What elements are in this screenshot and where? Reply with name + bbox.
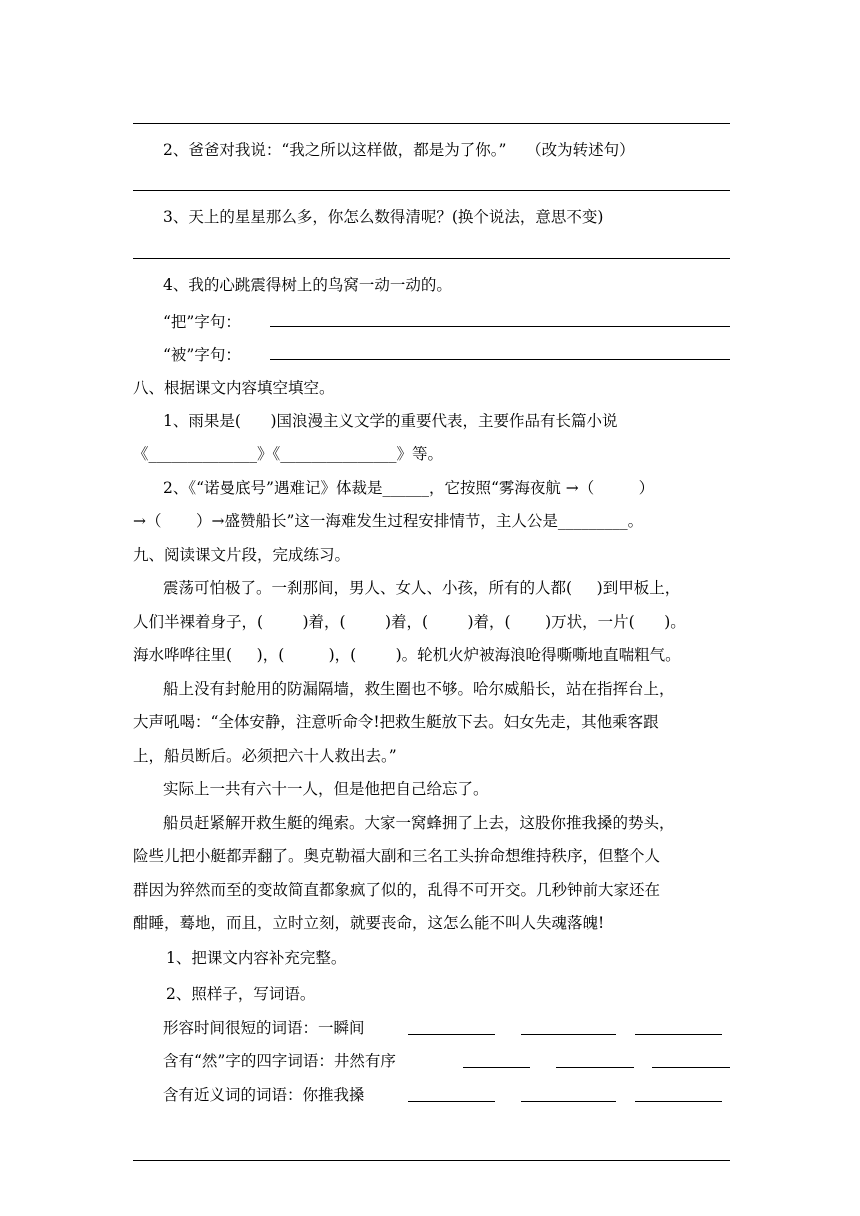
question-4: 4、我的心跳震得树上的鸟窝一动一动的。 xyxy=(163,276,452,294)
exercise-1: 1、把课文内容补充完整。 xyxy=(166,949,347,967)
ba-answer-line[interactable] xyxy=(270,326,730,327)
word-blank[interactable] xyxy=(463,1067,530,1068)
word-blank[interactable] xyxy=(408,1101,495,1102)
passage-3-line1: 实际上一共有六十一人，但是他把自己给忘了。 xyxy=(163,780,489,798)
section-8-title: 八、根据课文内容填空填空。 xyxy=(133,379,335,397)
passage-2-line1: 船上没有封舱用的防漏隔墙，救生圈也不够。哈尔威船长，站在指挥台上， xyxy=(163,680,675,698)
passage-4-line2: 险些儿把小艇都弄翻了。奥克勒福大副和三名工头拚命想维持秩序，但整个人 xyxy=(133,847,661,865)
word-blank[interactable] xyxy=(521,1034,616,1035)
s8-q1-line2: 《______________》《_______________》等。 xyxy=(133,445,444,463)
passage-4-line1: 船员赶紧解开救生艇的绳索。大家一窝蜂拥了上去，这股你推我搡的势头， xyxy=(163,814,675,832)
passage-4-line4: 酣睡，蓦地，而且，立时立刻，就要丧命，这怎么能不叫人失魂落魄! xyxy=(133,914,605,932)
ba-sentence-label: “把”字句： xyxy=(163,313,241,331)
word-blank[interactable] xyxy=(556,1067,634,1068)
section-9-title: 九、阅读课文片段，完成练习。 xyxy=(133,546,351,564)
bei-sentence-label: “被”字句： xyxy=(163,346,241,364)
word-blank[interactable] xyxy=(521,1101,616,1102)
passage-2-line2: 大声吼喝：“全体安静，注意听命令!把救生艇放下去。妇女先走，其他乘客跟 xyxy=(133,713,659,731)
passage-1-line3: 海水哗哗往里( )，( )，( )。轮机火炉被海浪呛得嘶嘶地直喘粗气。 xyxy=(133,646,681,664)
passage-2-line3: 上，船员断后。必须把六十人救出去。” xyxy=(133,747,397,765)
word-blank[interactable] xyxy=(652,1067,730,1068)
bei-answer-line[interactable] xyxy=(270,359,730,360)
s8-q1-line1: 1、雨果是( )国浪漫主义文学的重要代表，主要作品有长篇小说 xyxy=(163,412,618,430)
exercise-2: 2、照样子，写词语。 xyxy=(166,985,316,1003)
word-blank[interactable] xyxy=(635,1101,722,1102)
s8-q2-line2: →（ ）→盛赞船长”这一海难发生过程安排情节，主人公是_________。 xyxy=(133,512,644,530)
answer-line xyxy=(133,258,730,259)
answer-line xyxy=(133,123,730,124)
s8-q2-line1: 2、《“诺曼底号”遇难记》体裁是______，它按照“雾海夜航 →（ ） xyxy=(163,479,655,497)
word-blank[interactable] xyxy=(635,1034,722,1035)
passage-1-line1: 震荡可怕极了。一刹那间，男人、女人、小孩，所有的人都( )到甲板上， xyxy=(163,579,681,597)
question-2: 2、爸爸对我说：“我之所以这样做，都是为了你。” （改为转述句） xyxy=(163,141,635,159)
word-row-2-label: 含有“然”字的四字词语：井然有序 xyxy=(163,1052,396,1070)
word-row-1-label: 形容时间很短的词语：一瞬间 xyxy=(163,1019,365,1037)
word-blank[interactable] xyxy=(408,1034,495,1035)
word-row-3-label: 含有近义词的词语：你推我搡 xyxy=(163,1086,365,1104)
answer-line xyxy=(133,190,730,191)
question-3: 3、天上的星星那么多，你怎么数得清呢？(换个说法，意思不变) xyxy=(163,208,604,226)
page-footer-line xyxy=(133,1160,730,1161)
passage-4-line3: 群因为猝然而至的变故简直都象疯了似的，乱得不可开交。几秒钟前大家还在 xyxy=(133,881,661,899)
passage-1-line2: 人们半裸着身子，( )着，( )着，( )着，( )万状，一片( )。 xyxy=(133,613,686,631)
